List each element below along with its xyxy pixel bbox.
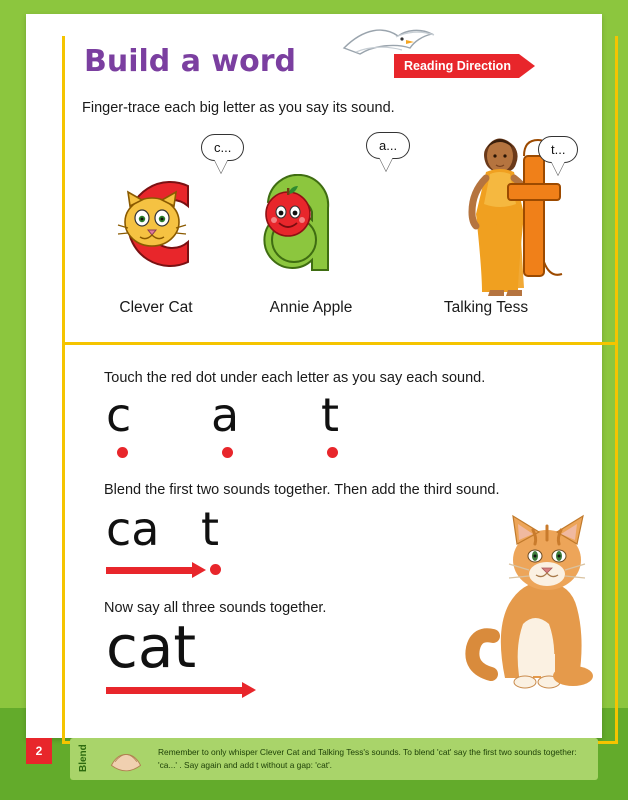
blend-arrow-cat xyxy=(106,682,256,698)
footer-blend-label: Blend xyxy=(78,744,89,772)
speech-bubble-c xyxy=(201,134,244,161)
speech-bubble-t-text: t... xyxy=(551,142,566,157)
annie-apple-letter-a xyxy=(254,174,358,282)
reading-direction-badge xyxy=(394,54,535,78)
letter-t-row2: t xyxy=(201,502,220,556)
speech-tail xyxy=(551,161,565,175)
panel-frame-left-top xyxy=(62,36,65,342)
red-dot-a[interactable] xyxy=(222,447,233,458)
footer-blend-bar xyxy=(70,738,598,780)
instruction-trace: Finger-trace each big letter as you say its sound. xyxy=(82,100,395,116)
speech-bubble-c-text: c... xyxy=(214,140,232,155)
instruction-touch-dot: Touch the red dot under each letter as you say each sound. xyxy=(104,370,486,386)
hands-icon xyxy=(106,744,146,774)
character-name-clever-cat: Clever Cat xyxy=(119,299,193,316)
red-dot-t[interactable] xyxy=(327,447,338,458)
blend-arrow-ca xyxy=(106,562,206,578)
page-title: Build a word xyxy=(84,44,296,79)
instruction-say-word: Now say all three sounds together. xyxy=(104,600,327,616)
speech-tail xyxy=(214,159,228,173)
speech-bubble-a xyxy=(366,132,410,159)
footer-instruction xyxy=(158,746,578,772)
page-number: 2 xyxy=(26,738,52,764)
panel-divider xyxy=(62,342,618,345)
reading-direction-label: Reading Direction xyxy=(394,54,519,78)
red-dot-t-row2[interactable] xyxy=(210,564,221,575)
worksheet-sheet xyxy=(26,14,602,738)
instruction-blend: Blend the first two sounds together. Then add the third sound. xyxy=(104,482,500,498)
footer-line-2: first two sounds together: 'ca...' . Say again and add t without a gap: 'cat'. xyxy=(158,747,577,771)
speech-bubble-a-text: a... xyxy=(379,138,398,153)
speech-tail xyxy=(379,157,393,171)
speech-bubble-t xyxy=(538,136,578,163)
red-dot-c[interactable] xyxy=(117,447,128,458)
clever-cat-letter-c xyxy=(96,164,206,284)
ginger-cat-illustration xyxy=(461,504,611,704)
arrow-right-icon xyxy=(519,54,535,78)
character-name-annie-apple: Annie Apple xyxy=(269,299,353,316)
letter-t-row1: t xyxy=(321,388,340,442)
letter-a-row1: a xyxy=(211,388,240,442)
word-cat: cat xyxy=(106,613,197,681)
character-name-talking-tess: Talking Tess xyxy=(443,299,529,316)
blend-ca: ca xyxy=(106,502,160,556)
footer-line-1: Remember to only whisper Clever Cat and Talking Tess's sounds. To blend 'cat' say the xyxy=(158,747,481,757)
letter-c-row1: c xyxy=(106,388,132,442)
